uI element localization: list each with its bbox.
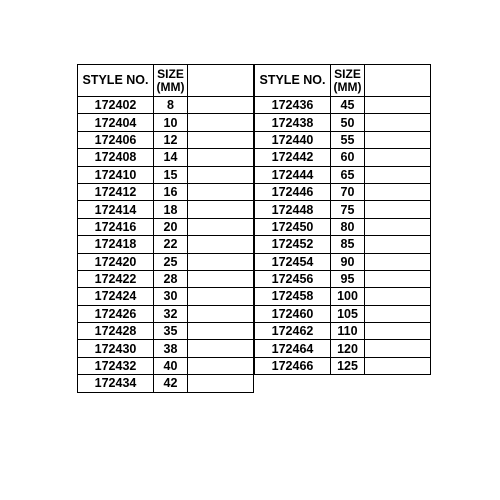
style-no-header: STYLE NO. [78,65,154,97]
blank-cell [365,357,431,374]
table-row [78,201,254,218]
blank-cell [365,340,431,357]
size-cell: 28 [154,270,188,287]
blank-cell [188,97,254,114]
style-no-cell: 172422 [78,270,154,287]
size-cell: 90 [331,253,365,270]
table-row [255,270,431,287]
size-mm-header [154,65,188,97]
size-cell: 22 [154,236,188,253]
size-cell: 10 [154,114,188,131]
style-no-cell: 172450 [255,218,331,235]
table-row [255,201,431,218]
size-cell: 80 [331,218,365,235]
size-cell: 110 [331,323,365,340]
style-no-cell: 172460 [255,305,331,322]
blank-cell [188,183,254,200]
size-cell: 120 [331,340,365,357]
table-row [78,253,254,270]
blank-cell [365,131,431,148]
style-no-cell: 172448 [255,201,331,218]
size-mm-header [331,65,365,97]
size-cell: 70 [331,183,365,200]
blank-cell [365,149,431,166]
style-no-cell: 172418 [78,236,154,253]
blank-header [188,65,254,97]
blank-cell [188,270,254,287]
blank-cell [188,201,254,218]
blank-cell [188,357,254,374]
style-no-cell: 172426 [78,305,154,322]
size-cell: 50 [331,114,365,131]
table-body [78,97,254,393]
size-cell: 20 [154,218,188,235]
blank-cell [188,323,254,340]
style-no-cell: 172410 [78,166,154,183]
style-no-cell: 172432 [78,357,154,374]
style-no-cell: 172464 [255,340,331,357]
blank-cell [365,253,431,270]
size-cell: 32 [154,305,188,322]
blank-cell [365,305,431,322]
style-no-cell: 172420 [78,253,154,270]
blank-cell [365,218,431,235]
table-row [78,218,254,235]
style-no-cell: 172438 [255,114,331,131]
table-row [78,357,254,374]
size-cell: 14 [154,149,188,166]
size-cell: 85 [331,236,365,253]
blank-cell [188,288,254,305]
style-no-cell: 172456 [255,270,331,287]
blank-cell [188,340,254,357]
style-no-cell: 172454 [255,253,331,270]
style-no-cell: 172412 [78,183,154,200]
table-row [255,305,431,322]
table-body [255,97,431,375]
blank-cell [365,236,431,253]
size-cell: 95 [331,270,365,287]
size-cell: 45 [331,97,365,114]
size-cell: 40 [154,357,188,374]
style-no-cell: 172416 [78,218,154,235]
table-row [78,114,254,131]
blank-cell [188,305,254,322]
blank-cell [365,201,431,218]
size-cell: 12 [154,131,188,148]
blank-cell [188,166,254,183]
table-row [255,131,431,148]
table-row [255,253,431,270]
size-cell: 65 [331,166,365,183]
blank-cell [365,288,431,305]
blank-cell [365,166,431,183]
style-no-cell: 172458 [255,288,331,305]
style-no-cell: 172446 [255,183,331,200]
blank-cell [365,270,431,287]
table-row [78,183,254,200]
blank-cell [188,218,254,235]
blank-cell [365,323,431,340]
table-row [255,288,431,305]
size-cell: 8 [154,97,188,114]
style-no-cell: 172414 [78,201,154,218]
table-row [78,149,254,166]
table-row [255,218,431,235]
size-table-right [254,64,431,375]
table-row [255,357,431,374]
table-row [78,288,254,305]
size-cell: 105 [331,305,365,322]
style-no-cell: 172428 [78,323,154,340]
style-no-cell: 172440 [255,131,331,148]
table-row [78,97,254,114]
table-row [255,97,431,114]
table-row [255,149,431,166]
table-row [255,114,431,131]
blank-cell [188,149,254,166]
size-header-line1: SIZE [334,66,361,81]
table-row [78,236,254,253]
size-cell: 55 [331,131,365,148]
size-cell: 60 [331,149,365,166]
blank-cell [188,114,254,131]
size-table-left [77,64,254,393]
blank-cell [365,97,431,114]
size-cell: 15 [154,166,188,183]
style-no-cell: 172404 [78,114,154,131]
size-cell: 38 [154,340,188,357]
table-row [255,323,431,340]
blank-cell [188,253,254,270]
blank-cell [188,131,254,148]
table-row [78,323,254,340]
size-cell: 35 [154,323,188,340]
style-no-cell: 172434 [78,375,154,392]
table-row [255,236,431,253]
style-no-cell: 172466 [255,357,331,374]
style-no-cell: 172402 [78,97,154,114]
size-cell: 16 [154,183,188,200]
style-no-cell: 172430 [78,340,154,357]
style-no-header: STYLE NO. [255,65,331,97]
style-no-cell: 172424 [78,288,154,305]
size-cell: 30 [154,288,188,305]
style-no-cell: 172444 [255,166,331,183]
size-cell: 18 [154,201,188,218]
size-header-line2: (MM) [156,79,185,94]
blank-cell [188,236,254,253]
header-row [78,65,254,97]
table-row [78,131,254,148]
table-row [255,166,431,183]
table-row [78,340,254,357]
size-cell: 125 [331,357,365,374]
style-no-cell: 172436 [255,97,331,114]
table-row [255,340,431,357]
table-row [78,375,254,392]
blank-cell [188,375,254,392]
blank-header [365,65,431,97]
style-no-cell: 172462 [255,323,331,340]
style-no-cell: 172406 [78,131,154,148]
header-row [255,65,431,97]
table-row [78,270,254,287]
size-cell: 100 [331,288,365,305]
size-cell: 25 [154,253,188,270]
table-row [78,166,254,183]
size-header-line2: (MM) [333,79,362,94]
size-cell: 75 [331,201,365,218]
size-cell: 42 [154,375,188,392]
table-row [255,183,431,200]
style-no-cell: 172408 [78,149,154,166]
blank-cell [365,183,431,200]
style-no-cell: 172442 [255,149,331,166]
table-row [78,305,254,322]
blank-cell [365,114,431,131]
size-header-line1: SIZE [157,66,184,81]
style-no-cell: 172452 [255,236,331,253]
